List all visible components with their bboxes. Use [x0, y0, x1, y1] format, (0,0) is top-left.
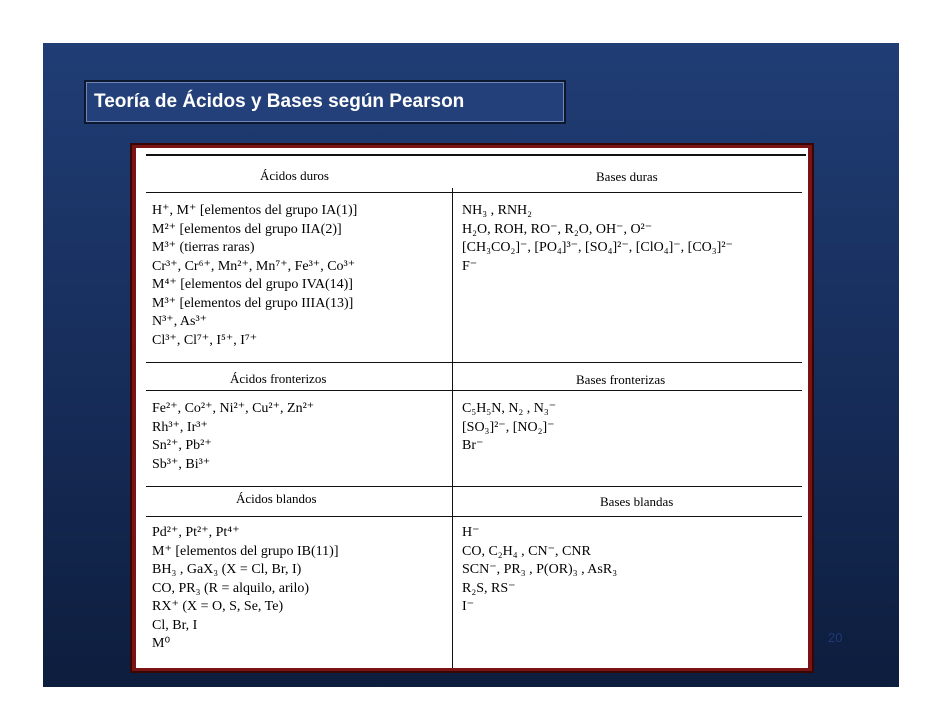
column-divider: [452, 188, 453, 668]
list-item: Rh³⁺, Ir³⁺: [152, 419, 208, 435]
list-item: Sn²⁺, Pb²⁺: [152, 438, 212, 453]
list-item: M⁰: [152, 636, 171, 651]
list-item: CO, C₂H₄ , CN⁻, CNR: [462, 543, 591, 559]
list-item: R₂S, RS⁻: [462, 580, 516, 596]
list-item: RX⁺ (X = O, S, Se, Te): [152, 599, 284, 614]
list-item: Fe²⁺, Co²⁺, Ni²⁺, Cu²⁺, Zn²⁺: [152, 401, 315, 416]
list-item: H₂O, ROH, RO⁻, R₂O, OH⁻, O²⁻: [462, 221, 653, 237]
list-item: M⁺ [elementos del grupo IB(11)]: [152, 543, 339, 559]
list-item: N³⁺, As³⁺: [152, 314, 208, 329]
list-item: C₅H₅N, N₂ , N₃⁻: [462, 401, 557, 416]
section-rule-borderline: [146, 362, 802, 363]
soft-acids-list: [152, 524, 339, 654]
header-borderline-bases: Bases fronterizas: [576, 372, 666, 387]
table-top-rule: [146, 154, 806, 156]
borderline-acids-list: [152, 400, 314, 474]
list-item: F⁻: [462, 258, 478, 274]
list-item: Sb³⁺, Bi³⁺: [152, 456, 211, 472]
header-borderline-acids: Ácidos fronterizos: [230, 371, 327, 386]
list-item: I⁻: [462, 599, 475, 614]
list-item: Br⁻: [462, 438, 484, 453]
list-item: CO, PR₃ (R = alquilo, arilo): [152, 580, 310, 596]
list-item: SCN⁻, PR₃ , P(OR)₃ , AsR₃: [462, 562, 618, 577]
hard-bases-list: [462, 202, 733, 276]
header-soft-bases: Bases blandas: [600, 494, 674, 509]
list-item: M³⁺ (tierras raras): [152, 240, 255, 255]
list-item: H⁻: [462, 525, 480, 540]
list-item: [SO₃]²⁻, [NO₂]⁻: [462, 419, 555, 435]
slide-title: Teoría de Ácidos y Bases según Pearson: [84, 80, 566, 124]
header-rule-soft: [146, 516, 802, 517]
list-item: NH₃ , RNH₂: [462, 203, 533, 218]
list-item: M²⁺ [elementos del grupo IIA(2)]: [152, 221, 342, 237]
pearson-table: [136, 148, 808, 668]
list-item: M⁴⁺ [elementos del grupo IVA(14)]: [152, 277, 353, 292]
list-item: Pd²⁺, Pt²⁺, Pt⁴⁺: [152, 525, 240, 540]
header-rule-hard: [146, 192, 802, 193]
list-item: M³⁺ [elementos del grupo IIIA(13)]: [152, 295, 354, 311]
section-rule-soft: [146, 486, 802, 487]
list-item: BH₃ , GaX₃ (X = Cl, Br, I): [152, 562, 302, 577]
borderline-bases-list: [462, 400, 556, 456]
page-number: 20: [828, 630, 843, 645]
list-item: Cr³⁺, Cr⁶⁺, Mn²⁺, Mn⁷⁺, Fe³⁺, Co³⁺: [152, 258, 356, 274]
list-item: H⁺, M⁺ [elementos del grupo IA(1)]: [152, 203, 358, 218]
header-soft-acids: Ácidos blandos: [236, 491, 317, 506]
header-hard-bases: Bases duras: [596, 169, 658, 184]
list-item: Cl³⁺, Cl⁷⁺, I⁵⁺, I⁷⁺: [152, 332, 258, 348]
soft-bases-list: [462, 524, 617, 617]
header-rule-borderline: [146, 390, 802, 391]
header-hard-acids: Ácidos duros: [260, 168, 329, 183]
hard-acids-list: [152, 202, 357, 350]
list-item: [CH₃CO₂]⁻, [PO₄]³⁻, [SO₄]²⁻, [ClO₄]⁻, [CO₃]²⁻: [462, 240, 733, 255]
list-item: Cl, Br, I: [152, 617, 198, 633]
